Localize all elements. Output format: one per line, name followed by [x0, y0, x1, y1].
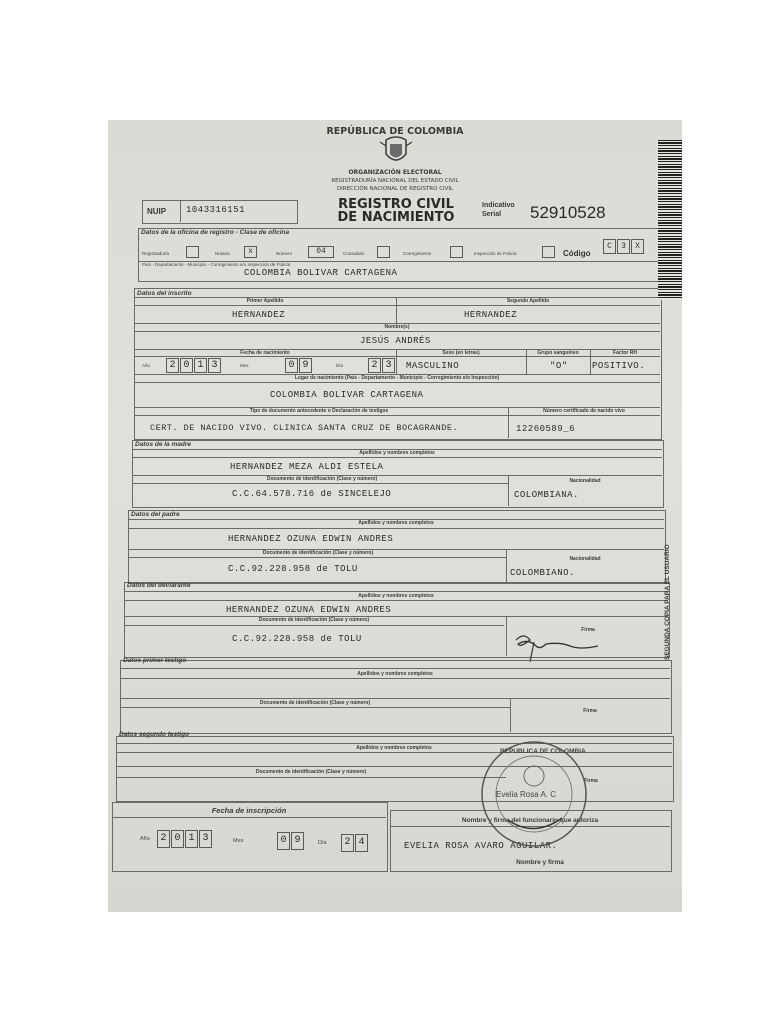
tipo-documento-value: CERT. DE NACIDO VIVO. CLINICA SANTA CRUZ DE BOCAGRANDE.	[150, 423, 459, 433]
inscripcion-dia-2: 4	[355, 834, 368, 852]
lugar-nacimiento-label: Lugar de nacimiento (País - Departamento - Municipio - Corregimiento e/o Inspección)	[294, 375, 500, 381]
registraduria-label: Registraduría	[142, 251, 170, 256]
org-line-1: ORGANIZACIÓN ELECTORAL	[348, 169, 442, 176]
codigo-char-3: X	[631, 239, 644, 254]
notaria-label: Notaría	[215, 251, 230, 256]
stamp-text: REPUBLICA DE COLOMBIA	[500, 748, 586, 755]
nuip-label: NUIP	[147, 207, 167, 216]
office-place-label: País - Departamento - Municipio - Corregimiento e/o Inspección de Policía	[142, 262, 291, 267]
serial-number: 52910528	[530, 203, 606, 222]
fecha-nacimiento-label: Fecha de nacimiento	[240, 350, 290, 356]
stamp-name: Evelia Rosa A. C	[496, 790, 557, 799]
testigo1-firma-label: Firma	[583, 708, 597, 714]
padre-nac-label: Nacionalidad	[569, 556, 601, 562]
inscripcion-anio-3: 1	[185, 830, 198, 848]
numero-label: Número	[276, 251, 293, 256]
side-copy-text: SEGUNDA COPIA PARA EL USUARIO	[664, 544, 671, 660]
padre-doc: C.C.92.228.958 de TOLU	[228, 564, 358, 574]
tipo-documento-label: Tipo de documento antecedente o Declaración de testigos	[249, 408, 389, 414]
testigo2-nombres-label: Apellidos y nombres completos	[356, 745, 432, 751]
sexo-value: MASCULINO	[406, 361, 460, 371]
barcode-icon	[658, 140, 682, 300]
padre-section-title: Datos del padre	[131, 511, 180, 518]
declarante-section-title: Datos del declarante	[127, 582, 191, 589]
declarante-doc-label: Documento de identificación (Clase y número)	[258, 617, 370, 623]
certificado-label: Número certificado de nacido vivo	[543, 408, 625, 414]
inscripcion-anio-label: Año	[140, 836, 150, 842]
inscripcion-anio-2: 0	[171, 830, 184, 848]
inscripcion-section-title: Fecha de inscripción	[211, 806, 287, 815]
nuip-value: 1043316151	[186, 205, 246, 215]
document-title-1: REGISTRO CIVIL	[338, 197, 454, 212]
inscripcion-anio-1: 2	[157, 830, 170, 848]
padre-doc-label: Documento de identificación (Clase y número)	[262, 550, 374, 556]
inscripcion-dia-label: Día	[318, 840, 327, 846]
inscripcion-anio-4: 3	[199, 830, 212, 848]
inscrito-section-title: Datos del inscrito	[137, 290, 192, 297]
document-title-2: DE NACIMIENTO	[337, 210, 455, 225]
primer-apellido-label: Primer Apellido	[246, 298, 284, 304]
declarante-nombres-label: Apellidos y nombres completos	[358, 593, 434, 599]
inspeccion-label: Inspección de Policía	[474, 251, 517, 256]
declarante-signature	[510, 630, 600, 664]
segundo-apellido: HERNANDEZ	[464, 310, 518, 320]
testigo2-doc-label: Documento de identificación (Clase y número)	[255, 769, 367, 775]
anio-digit-3: 1	[194, 358, 207, 373]
madre-section-title: Datos de la madre	[135, 441, 191, 448]
office-place-value: COLOMBIA BOLIVAR CARTAGENA	[244, 268, 398, 278]
anio-label: Año	[142, 363, 151, 368]
mes-digit-1: 0	[285, 358, 298, 373]
mes-label: Mes	[240, 363, 249, 368]
serial-label: Serial	[482, 211, 502, 218]
grupo-label: Grupo sanguíneo	[537, 350, 579, 356]
testigo1-section-title: Datos primer testigo	[123, 657, 187, 664]
consulado-label: Consulado	[343, 251, 365, 256]
lugar-nacimiento-value: COLOMBIA BOLIVAR CARTAGENA	[270, 390, 424, 400]
madre-nac-label: Nacionalidad	[569, 478, 601, 484]
padre-nac: COLOMBIANO.	[510, 568, 575, 578]
indicativo-label: Indicativo	[482, 202, 515, 209]
segundo-apellido-label: Segundo Apellido	[506, 298, 550, 304]
madre-doc-label: Documento de identificación (Clase y número)	[266, 476, 378, 482]
testigo1-nombres-label: Apellidos y nombres completos	[357, 671, 433, 677]
consulado-checkbox	[377, 246, 390, 258]
nombres-label: Nombre(s)	[384, 324, 410, 330]
declarante-nombres: HERNANDEZ OZUNA EDWIN ANDRES	[226, 605, 392, 615]
primer-apellido: HERNANDEZ	[232, 310, 286, 320]
inspeccion-checkbox	[542, 246, 555, 258]
madre-nac: COLOMBIANA.	[514, 490, 579, 500]
rh-label: Factor RH	[613, 350, 637, 356]
anio-digit-1: 2	[166, 358, 179, 373]
dia-digit-1: 2	[368, 358, 381, 373]
anio-digit-4: 3	[208, 358, 221, 373]
codigo-char-1: C	[603, 239, 616, 254]
notaria-checkbox: x	[244, 246, 257, 258]
registraduria-checkbox	[186, 246, 199, 258]
numero-box: 04	[308, 246, 334, 258]
codigo-label: Código	[563, 249, 591, 258]
madre-nombres: HERNANDEZ MEZA ALDI ESTELA	[230, 462, 384, 472]
declarante-doc: C.C.92.228.958 de TOLU	[232, 634, 362, 644]
coat-of-arms-icon	[378, 136, 414, 168]
office-section-title: Datos de la oficina de registro - Clase de oficina	[141, 229, 290, 236]
sexo-label: Sexo (en letras)	[442, 350, 480, 356]
mes-digit-2: 9	[299, 358, 312, 373]
testigo2-section-title: Datos segundo testigo	[119, 731, 190, 738]
anio-digit-2: 0	[180, 358, 193, 373]
testigo1-doc-label: Documento de identificación (Clase y número)	[259, 700, 371, 706]
padre-nombres: HERNANDEZ OZUNA EDWIN ANDRES	[228, 534, 394, 544]
madre-nombres-label: Apellidos y nombres completos	[359, 450, 435, 456]
certificado-value: 12260589_6	[516, 424, 576, 434]
padre-nombres-label: Apellidos y nombres completos	[358, 520, 434, 526]
codigo-char-2: 3	[617, 239, 630, 254]
corregimiento-label: Corregimiento	[403, 251, 432, 256]
rh-value: POSITIVO.	[592, 361, 646, 371]
testigo2-firma-label: Firma	[584, 778, 598, 784]
corregimiento-checkbox	[450, 246, 463, 258]
inscripcion-mes-label: Mes	[233, 838, 244, 844]
grupo-value: "O"	[550, 361, 568, 371]
dia-digit-2: 3	[382, 358, 395, 373]
declarante-firma-label: Firma	[581, 627, 595, 633]
madre-doc: C.C.64.578.716 de SINCELEJO	[232, 489, 392, 499]
nombre-firma-label: Nombre y firma	[516, 859, 564, 866]
inscripcion-mes-2: 9	[291, 832, 304, 850]
inscripcion-dia-1: 2	[341, 834, 354, 852]
republic-title: REPÚBLICA DE COLOMBIA	[326, 126, 464, 137]
nombres-value: JESÚS ANDRÉS	[360, 336, 431, 346]
org-line-3: DIRECCIÓN NACIONAL DE REGISTRO CIVIL	[336, 186, 454, 192]
funcionario-label: Nombre y firma del funcionario que autoriza	[461, 817, 599, 824]
dia-label: Día	[336, 363, 344, 368]
funcionario-value: EVELIA ROSA AVARO AGUILAR.	[404, 841, 558, 851]
inscripcion-mes-1: 0	[277, 832, 290, 850]
org-line-2: REGISTRADURÍA NACIONAL DEL ESTADO CIVIL	[331, 178, 459, 184]
